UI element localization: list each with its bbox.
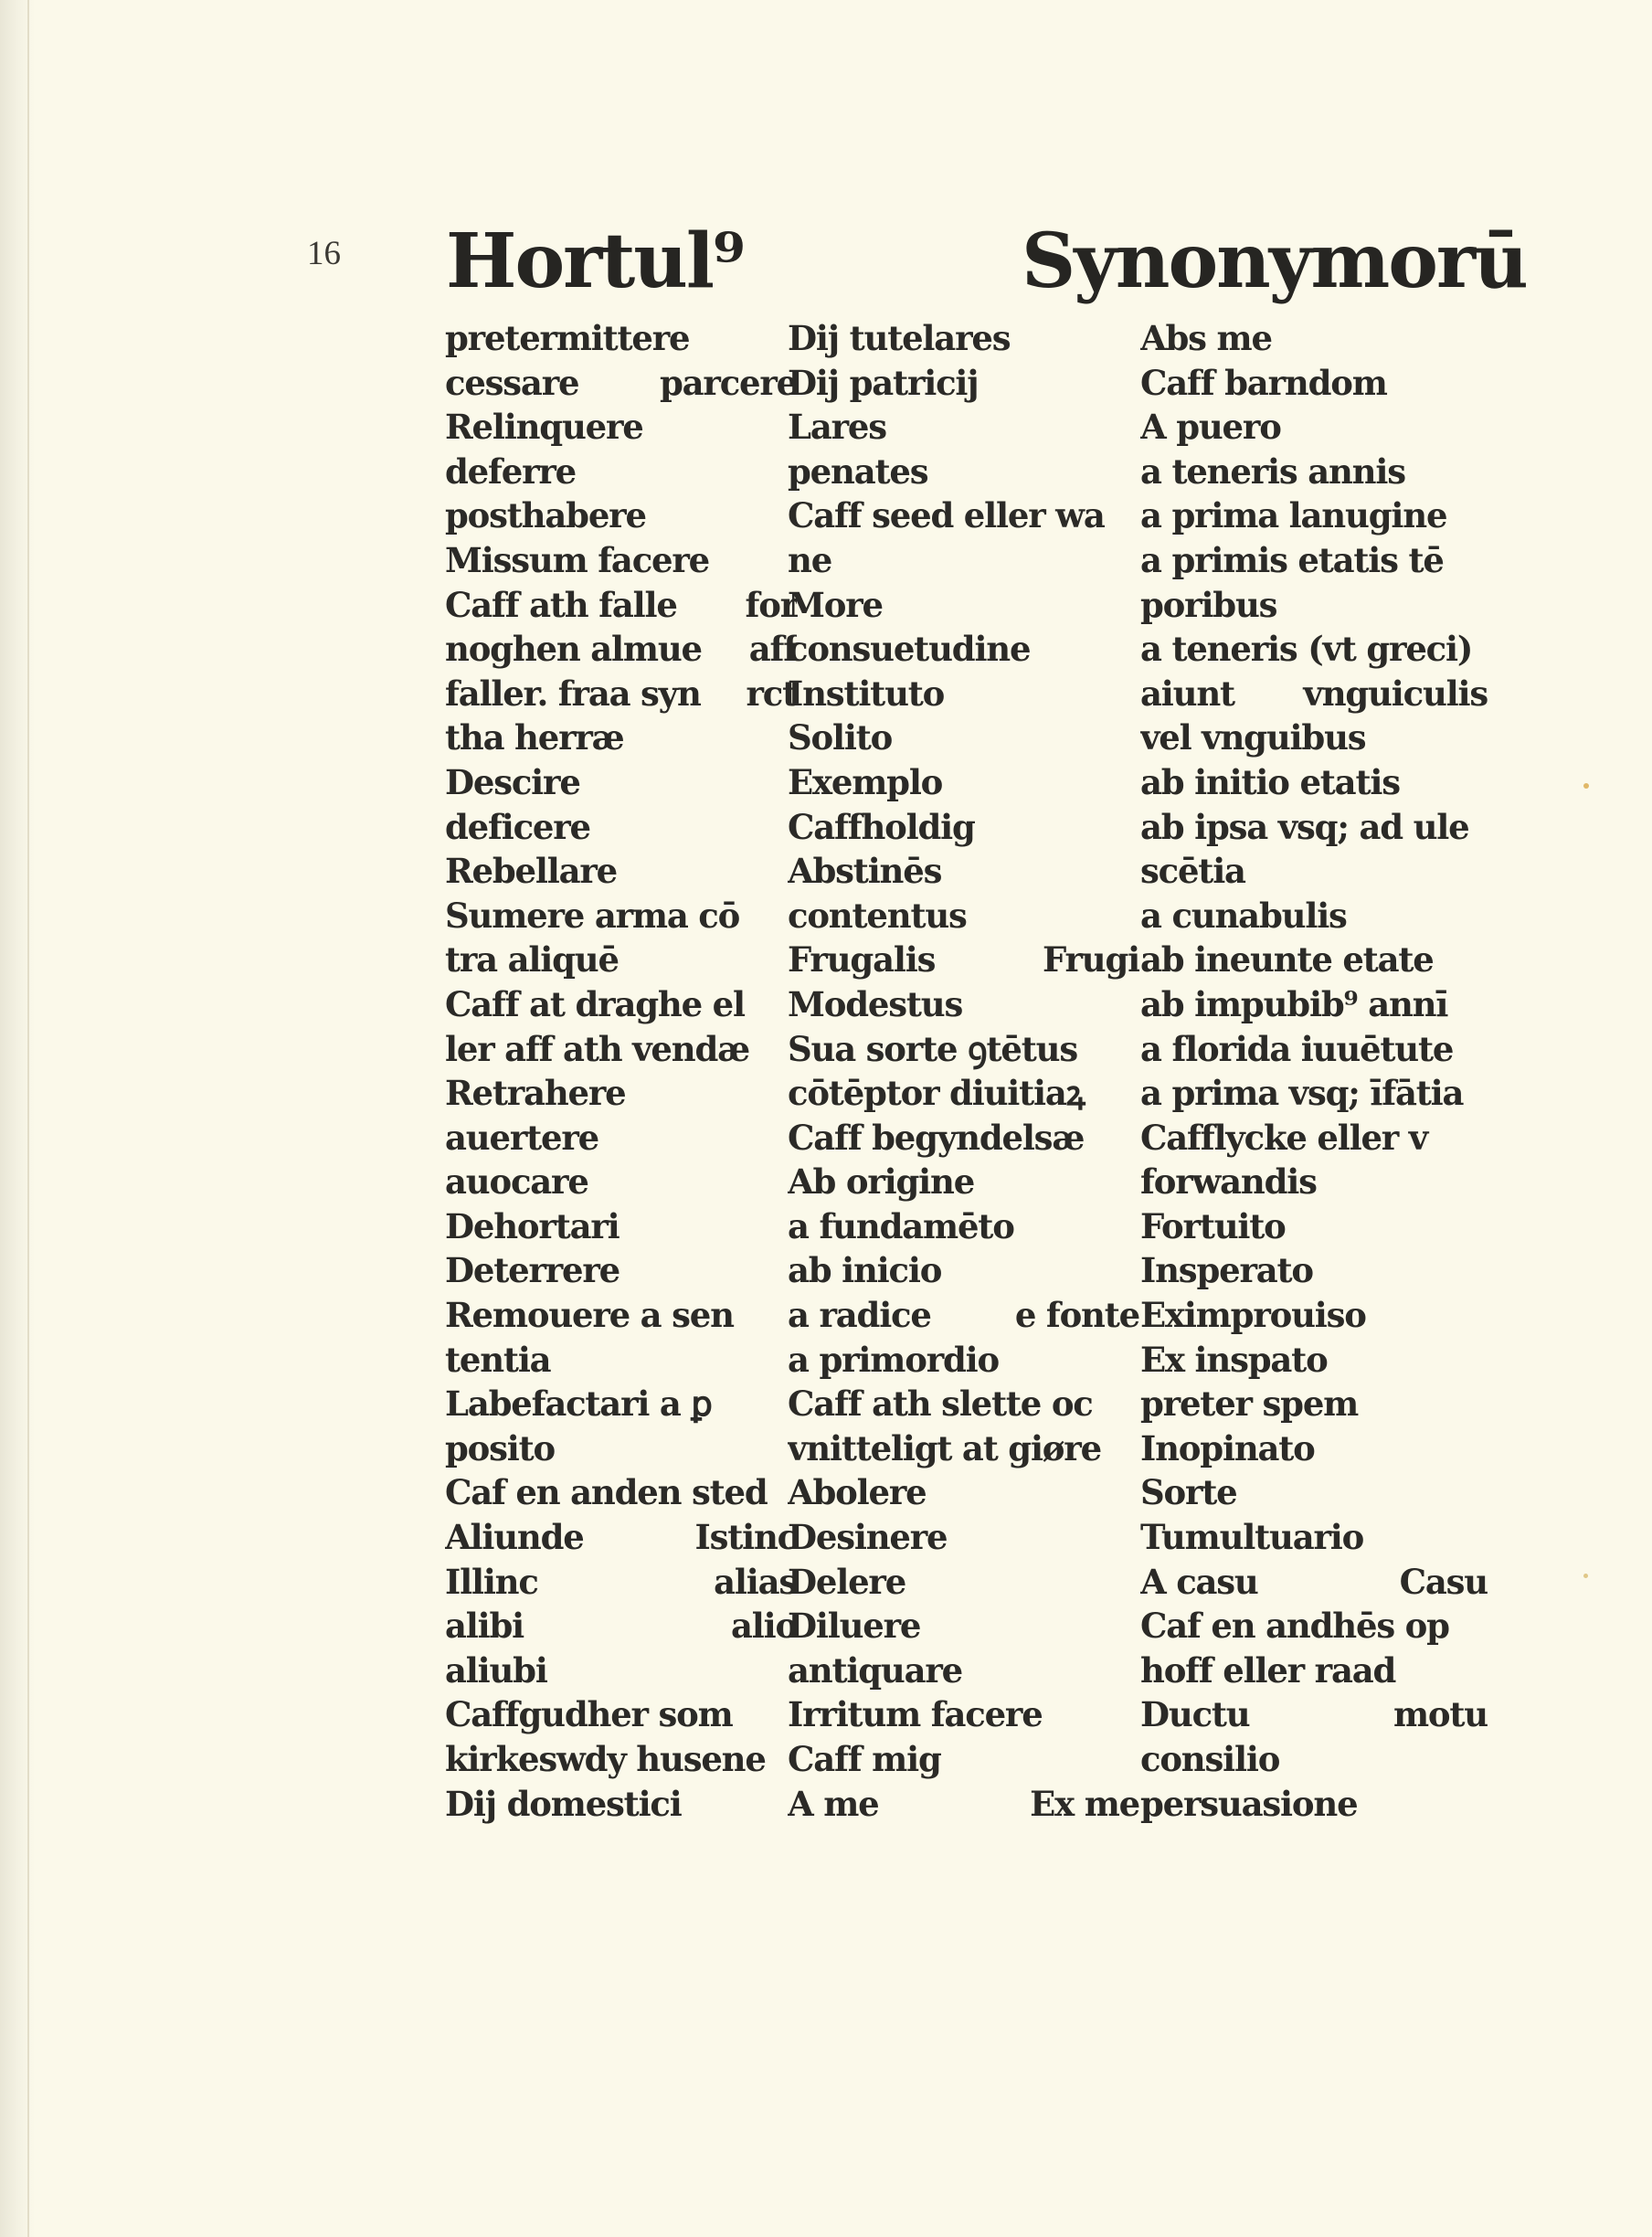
text-line bbox=[788, 1160, 1139, 1204]
text-line-segment: a florida iuuētute bbox=[1140, 1028, 1454, 1069]
text-line bbox=[788, 493, 1139, 538]
text-line-segment: Deterrere bbox=[445, 1250, 620, 1291]
text-line bbox=[1140, 1692, 1488, 1737]
text-line-segment: Caf en andhēs op bbox=[1140, 1606, 1449, 1647]
text-line bbox=[445, 1338, 797, 1383]
text-line bbox=[1140, 316, 1488, 361]
text-line-segment: Frugalis bbox=[788, 939, 936, 981]
text-line-segment: Caff begyndelsæ bbox=[788, 1117, 1085, 1158]
text-line-segment: Ductu bbox=[1140, 1694, 1250, 1735]
text-line-segment: Abs me bbox=[1140, 318, 1272, 358]
text-line-segment: hoff eller raad bbox=[1140, 1649, 1396, 1691]
text-line-segment: a teneris annis bbox=[1140, 451, 1405, 492]
text-line bbox=[1140, 1248, 1488, 1293]
text-line bbox=[445, 450, 797, 494]
text-line-segment: aiunt bbox=[1140, 673, 1234, 714]
text-line bbox=[445, 849, 797, 894]
text-line-segment: tentia bbox=[445, 1339, 551, 1380]
text-line-segment: for bbox=[745, 584, 797, 625]
text-line-segment: a teneris (vt greci) bbox=[1140, 629, 1473, 670]
text-line-segment: faller. fraa syn bbox=[445, 673, 701, 714]
text-line-segment: motu bbox=[1393, 1694, 1488, 1735]
text-line bbox=[1140, 1160, 1488, 1204]
heading-right: Synonymorū bbox=[1022, 217, 1527, 305]
text-line bbox=[445, 1071, 797, 1116]
text-line bbox=[445, 493, 797, 538]
text-line-segment: Remouere a sen bbox=[445, 1295, 734, 1336]
text-line-segment: persuasione bbox=[1140, 1783, 1358, 1824]
text-line bbox=[1140, 1116, 1488, 1161]
text-line-segment: Frugi bbox=[1043, 939, 1139, 981]
text-line-segment: Instituto bbox=[788, 673, 945, 714]
text-line-segment: scētia bbox=[1140, 851, 1245, 892]
text-line bbox=[445, 1116, 797, 1161]
text-line bbox=[445, 1426, 797, 1471]
text-line bbox=[788, 1293, 1139, 1338]
text-line-segment: Dehortari bbox=[445, 1205, 620, 1246]
text-line bbox=[788, 1515, 1139, 1560]
text-line bbox=[1140, 361, 1488, 406]
text-line-segment: poribus bbox=[1140, 584, 1277, 625]
text-line-segment: rct bbox=[746, 673, 797, 714]
text-line bbox=[445, 1560, 797, 1605]
text-line bbox=[1140, 1426, 1488, 1471]
text-line-segment: ab initio etatis bbox=[1140, 761, 1400, 802]
text-line bbox=[1140, 1515, 1488, 1560]
text-line-segment: consilio bbox=[1140, 1739, 1280, 1779]
text-line bbox=[788, 1248, 1139, 1293]
text-line bbox=[788, 1649, 1139, 1693]
text-line-segment: Caff ath falle bbox=[445, 584, 677, 625]
text-line bbox=[445, 1782, 797, 1827]
text-line-segment: aff bbox=[748, 629, 797, 670]
text-line-segment: More bbox=[788, 584, 883, 625]
text-line bbox=[445, 760, 797, 805]
text-line-segment: Irritum facere bbox=[788, 1694, 1043, 1735]
text-line bbox=[788, 316, 1139, 361]
paper-speck bbox=[1583, 783, 1589, 789]
text-line-segment: Modestus bbox=[788, 983, 963, 1024]
text-line bbox=[445, 627, 797, 672]
text-line bbox=[1140, 1604, 1488, 1649]
text-line bbox=[788, 1027, 1139, 1072]
text-line bbox=[445, 894, 797, 938]
text-line bbox=[445, 982, 797, 1027]
text-line bbox=[445, 1160, 797, 1204]
text-line bbox=[1140, 849, 1488, 894]
text-line-segment: alibi bbox=[445, 1606, 524, 1647]
text-line bbox=[788, 894, 1139, 938]
text-line bbox=[1140, 894, 1488, 938]
text-line-segment: Sumere arma cō bbox=[445, 895, 740, 936]
text-line-segment: Retrahere bbox=[445, 1073, 626, 1114]
text-line-segment: Caffholdig bbox=[788, 806, 975, 847]
text-line bbox=[788, 1470, 1139, 1515]
text-line-segment: ne bbox=[788, 539, 832, 580]
text-line-segment: Exemplo bbox=[788, 761, 943, 802]
text-line-segment: cessare bbox=[445, 362, 579, 403]
text-line-segment: Caff seed eller wa bbox=[788, 495, 1105, 536]
text-line bbox=[788, 760, 1139, 805]
text-line bbox=[445, 672, 797, 716]
text-line-segment: vnitteligt at giøre bbox=[788, 1427, 1101, 1468]
text-line bbox=[1140, 760, 1488, 805]
text-line-segment: parcere bbox=[659, 362, 797, 403]
text-line bbox=[1140, 493, 1488, 538]
text-line-segment: posito bbox=[445, 1427, 556, 1468]
text-line bbox=[1140, 1204, 1488, 1249]
text-line-segment: a primis etatis tē bbox=[1140, 539, 1444, 580]
text-line-segment: A me bbox=[788, 1783, 879, 1824]
page-edge-line bbox=[27, 0, 29, 2237]
text-line-segment: a cunabulis bbox=[1140, 895, 1347, 936]
text-line-segment: vel vnguibus bbox=[1140, 717, 1366, 758]
text-line bbox=[1140, 1338, 1488, 1383]
text-line bbox=[788, 450, 1139, 494]
text-line-segment: Missum facere bbox=[445, 539, 709, 580]
text-line bbox=[1140, 938, 1488, 982]
text-line bbox=[1140, 1649, 1488, 1693]
text-line bbox=[788, 1692, 1139, 1737]
text-line-segment: penates bbox=[788, 451, 928, 492]
text-line-segment: Labefactari a ꝑ bbox=[445, 1384, 712, 1425]
text-line bbox=[445, 1204, 797, 1249]
text-line bbox=[788, 672, 1139, 716]
text-line bbox=[788, 1204, 1139, 1249]
text-line-segment: tha herræ bbox=[445, 717, 624, 758]
text-line-segment: ab ineunte etate bbox=[1140, 939, 1434, 981]
text-line bbox=[788, 716, 1139, 760]
text-line bbox=[1140, 1560, 1488, 1605]
text-line bbox=[788, 361, 1139, 406]
text-line-segment: preter spem bbox=[1140, 1384, 1359, 1425]
heading-left: Hortul⁹ bbox=[446, 217, 744, 305]
text-line bbox=[788, 1426, 1139, 1471]
text-line-segment: vnguiculis bbox=[1303, 673, 1488, 714]
text-line-segment: Sua sorte ꝯtētus bbox=[788, 1028, 1077, 1069]
text-line-segment: auocare bbox=[445, 1161, 588, 1203]
text-line bbox=[445, 1027, 797, 1072]
text-line-segment: ler aff ath vendæ bbox=[445, 1028, 749, 1069]
text-line-segment: kirkeswdy husene bbox=[445, 1739, 766, 1779]
text-line-segment: ab impubib⁹ annī bbox=[1140, 983, 1448, 1024]
text-line bbox=[788, 1382, 1139, 1426]
text-line bbox=[445, 1737, 797, 1782]
text-line-segment: Desinere bbox=[788, 1517, 948, 1558]
text-line bbox=[788, 805, 1139, 850]
text-line-segment: Inopinato bbox=[1140, 1427, 1315, 1468]
text-line-segment: Casu bbox=[1399, 1561, 1488, 1602]
text-line-segment: ab ipsa vsq; ad ule bbox=[1140, 806, 1469, 847]
text-line-segment: e fonte bbox=[1014, 1295, 1139, 1336]
page-gutter bbox=[0, 0, 35, 2237]
text-line bbox=[788, 849, 1139, 894]
text-line bbox=[445, 538, 797, 583]
text-line-segment: Ab origine bbox=[788, 1161, 975, 1203]
text-line-segment: Descire bbox=[445, 761, 580, 802]
text-line-segment: Relinquere bbox=[445, 407, 643, 448]
text-line bbox=[1140, 405, 1488, 450]
text-line bbox=[445, 1293, 797, 1338]
text-line bbox=[1140, 1737, 1488, 1782]
text-line bbox=[445, 361, 797, 406]
text-line-segment: posthabere bbox=[445, 495, 646, 536]
text-line-segment: Delere bbox=[788, 1561, 906, 1602]
text-line bbox=[788, 1782, 1139, 1827]
text-line bbox=[445, 938, 797, 982]
text-line-segment: Caf en anden sted bbox=[445, 1472, 768, 1513]
text-line bbox=[1140, 450, 1488, 494]
text-line bbox=[1140, 627, 1488, 672]
text-line bbox=[788, 1338, 1139, 1383]
text-line bbox=[445, 316, 797, 361]
text-line-segment: Cafflycke eller v bbox=[1140, 1117, 1428, 1158]
text-line bbox=[445, 1515, 797, 1560]
text-line bbox=[445, 1604, 797, 1649]
text-line-segment: Dij patricij bbox=[788, 362, 979, 403]
text-line bbox=[445, 583, 797, 628]
text-line bbox=[1140, 1293, 1488, 1338]
text-line-segment: Caff ath slette oc bbox=[788, 1384, 1093, 1425]
text-line-segment: alio bbox=[731, 1606, 797, 1647]
text-line bbox=[445, 1649, 797, 1693]
text-column-3 bbox=[1140, 316, 1488, 1826]
text-line bbox=[445, 1248, 797, 1293]
paper-speck bbox=[1583, 1574, 1588, 1578]
page-number: 16 bbox=[307, 235, 341, 272]
text-line-segment: auertere bbox=[445, 1117, 598, 1158]
text-line-segment: alias bbox=[714, 1561, 797, 1602]
text-line-segment: deferre bbox=[445, 451, 576, 492]
text-line-segment: pretermittere bbox=[445, 318, 690, 358]
text-line bbox=[788, 583, 1139, 628]
text-line bbox=[445, 716, 797, 760]
text-line bbox=[445, 405, 797, 450]
text-line-segment: Caffgudher som bbox=[445, 1694, 733, 1735]
text-line bbox=[788, 627, 1139, 672]
text-line-segment: Dij domestici bbox=[445, 1783, 682, 1824]
text-line-segment: cōtēptor diuitiaꝝ bbox=[788, 1073, 1085, 1114]
text-line-segment: aliubi bbox=[445, 1649, 547, 1691]
text-line bbox=[1140, 583, 1488, 628]
text-line-segment: a primordio bbox=[788, 1339, 1000, 1380]
text-line bbox=[445, 805, 797, 850]
text-column-2 bbox=[788, 316, 1139, 1826]
text-column-1 bbox=[445, 316, 797, 1826]
text-line bbox=[445, 1470, 797, 1515]
text-line-segment: a prima lanugine bbox=[1140, 495, 1447, 536]
text-line-segment: Ex me bbox=[1030, 1783, 1139, 1824]
text-line-segment: Dij tutelares bbox=[788, 318, 1011, 358]
text-line bbox=[1140, 1782, 1488, 1827]
text-line-segment: Abstinēs bbox=[788, 851, 942, 892]
text-line bbox=[1140, 716, 1488, 760]
text-line-segment: Lares bbox=[788, 407, 886, 448]
text-line-segment: Sorte bbox=[1140, 1472, 1237, 1513]
text-line-segment: deficere bbox=[445, 806, 590, 847]
text-line-segment: A casu bbox=[1140, 1561, 1258, 1602]
text-line-segment: noghen almue bbox=[445, 629, 702, 670]
text-line-segment: Fortuito bbox=[1140, 1205, 1286, 1246]
text-line bbox=[788, 938, 1139, 982]
text-line-segment: Insperato bbox=[1140, 1250, 1313, 1291]
text-line bbox=[788, 1604, 1139, 1649]
text-line bbox=[1140, 538, 1488, 583]
text-line-segment: Tumultuario bbox=[1140, 1517, 1364, 1558]
text-line-segment: Aliunde bbox=[445, 1517, 584, 1558]
text-line-segment: Caff at draghe el bbox=[445, 983, 745, 1024]
text-line-segment: forwandis bbox=[1140, 1161, 1317, 1203]
text-line bbox=[788, 1560, 1139, 1605]
text-line-segment: Abolere bbox=[788, 1472, 927, 1513]
text-line bbox=[1140, 805, 1488, 850]
text-line-segment: Solito bbox=[788, 717, 893, 758]
text-line-segment: a fundamēto bbox=[788, 1205, 1014, 1246]
text-line bbox=[788, 1071, 1139, 1116]
text-line-segment: antiquare bbox=[788, 1649, 963, 1691]
text-line-segment: Eximprouiso bbox=[1140, 1295, 1366, 1336]
text-line-segment: A puero bbox=[1140, 407, 1281, 448]
text-line-segment: tra aliquē bbox=[445, 939, 619, 981]
text-line bbox=[1140, 1071, 1488, 1116]
text-line-segment: Caff barndom bbox=[1140, 362, 1387, 403]
text-line bbox=[788, 1737, 1139, 1782]
text-line-segment: a prima vsq; īfātia bbox=[1140, 1073, 1464, 1114]
text-line bbox=[445, 1692, 797, 1737]
text-line bbox=[445, 1382, 797, 1426]
text-line bbox=[788, 982, 1139, 1027]
text-line-segment: a radice bbox=[788, 1295, 931, 1336]
text-line-segment: Istinc bbox=[694, 1517, 797, 1558]
text-line-segment: contentus bbox=[788, 895, 967, 936]
text-line-segment: Rebellare bbox=[445, 851, 618, 892]
text-line bbox=[1140, 982, 1488, 1027]
text-line-segment: Caff mig bbox=[788, 1739, 941, 1779]
text-line-segment: consuetudine bbox=[788, 629, 1031, 670]
text-line bbox=[1140, 1027, 1488, 1072]
text-line bbox=[1140, 1382, 1488, 1426]
text-line bbox=[788, 405, 1139, 450]
text-line-segment: Illinc bbox=[445, 1561, 538, 1602]
text-line bbox=[1140, 1470, 1488, 1515]
text-line-segment: ab inicio bbox=[788, 1250, 942, 1291]
text-line bbox=[788, 538, 1139, 583]
text-line bbox=[788, 1116, 1139, 1161]
text-line-segment: Diluere bbox=[788, 1606, 921, 1647]
text-line bbox=[1140, 672, 1488, 716]
text-line-segment: Ex inspato bbox=[1140, 1339, 1328, 1380]
